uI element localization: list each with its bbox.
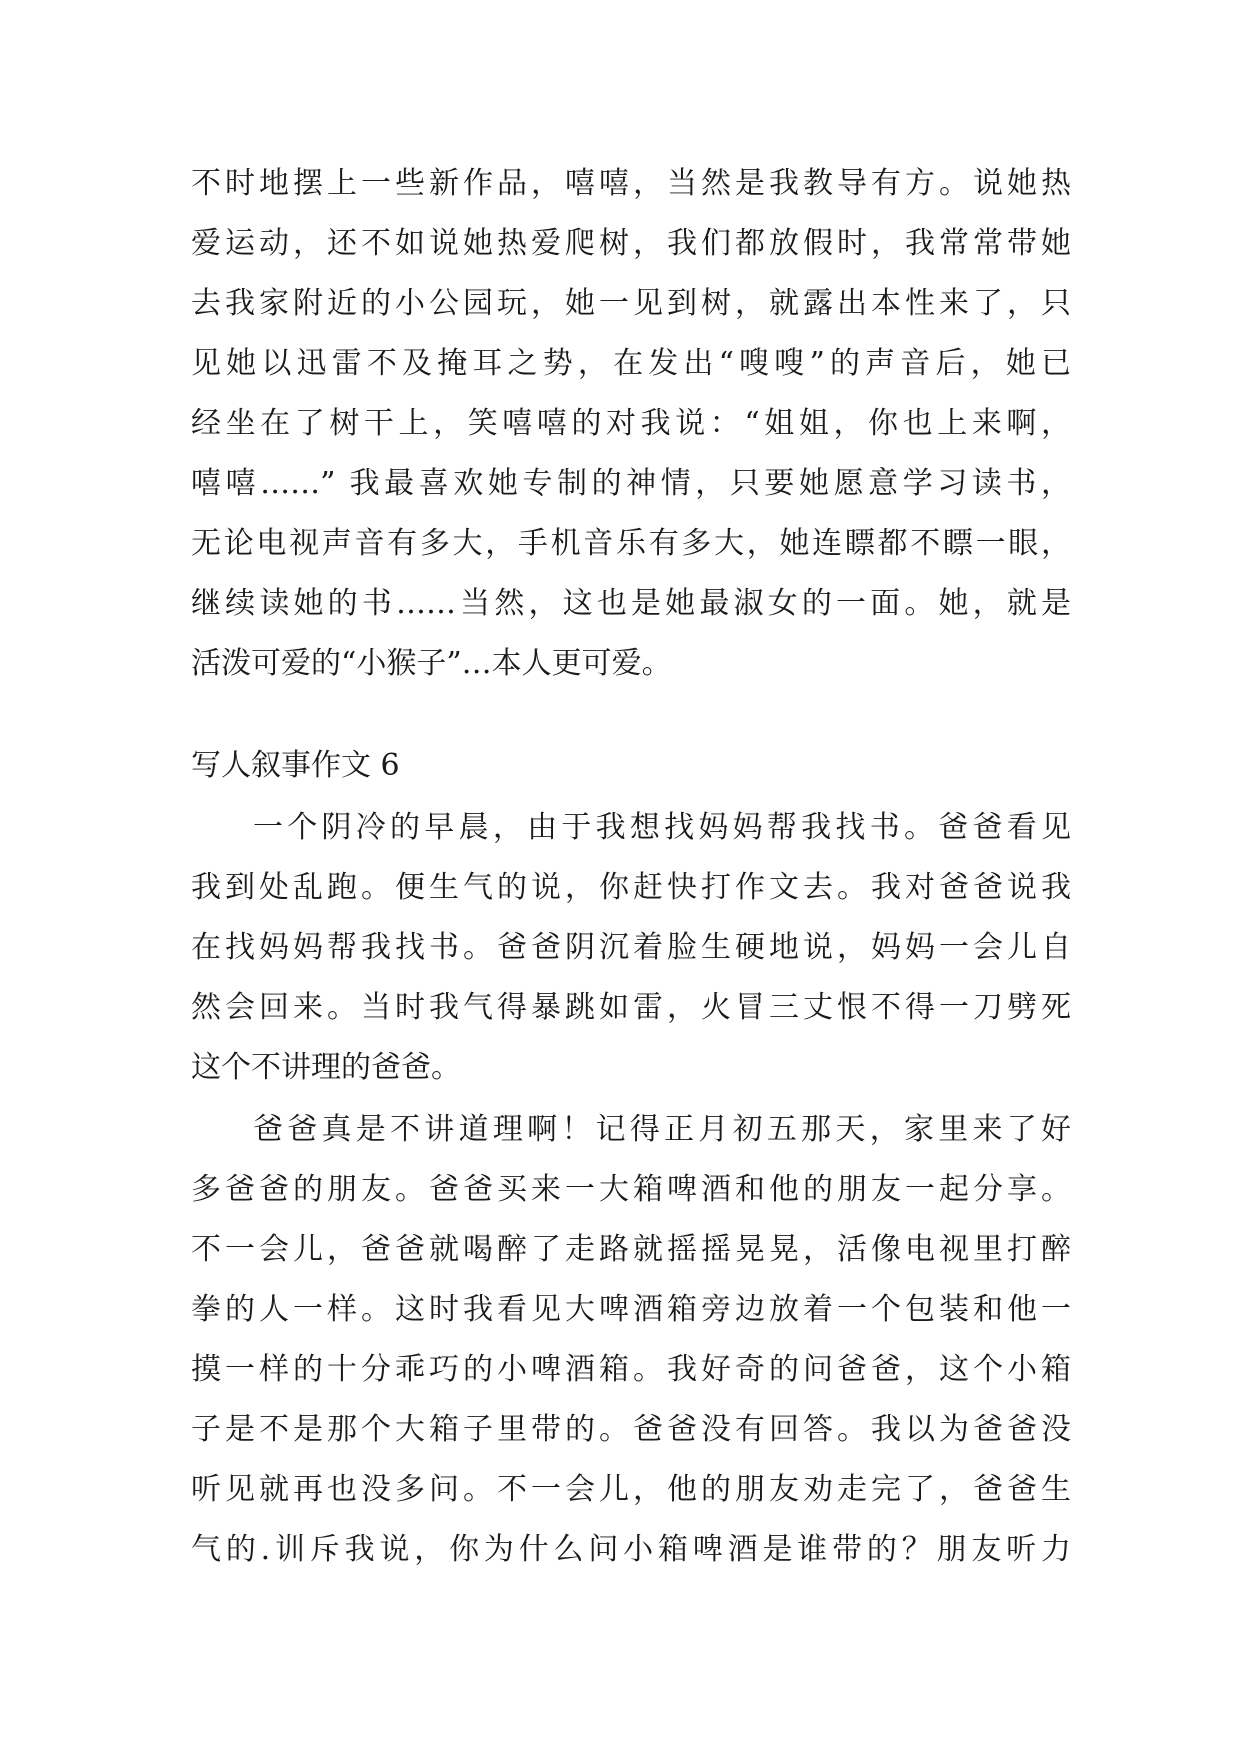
text-line: 经坐在了树干上，笑嘻嘻的对我说：“姐姐，你也上来啊，	[191, 406, 1071, 441]
text-line: 嘻嘻……” 我最喜欢她专制的神情，只要她愿意学习读书，	[191, 466, 1071, 501]
text-line: 不一会儿，爸爸就喝醉了走路就摇摇晃晃，活像电视里打醉	[191, 1232, 1071, 1267]
text-line: 爸爸真是不讲道理啊！记得正月初五那天，家里来了好	[253, 1112, 1071, 1147]
text-line: 摸一样的十分乖巧的小啤酒箱。我好奇的问爸爸，这个小箱	[191, 1352, 1071, 1387]
text-line: 子是不是那个大箱子里带的。爸爸没有回答。我以为爸爸没	[191, 1412, 1071, 1447]
text-line: 多爸爸的朋友。爸爸买来一大箱啤酒和他的朋友一起分享。	[191, 1172, 1071, 1207]
text-line: 爱运动，还不如说她热爱爬树，我们都放假时，我常常带她	[191, 226, 1071, 261]
text-line: 活泼可爱的“小猴子”…本人更可爱。	[191, 646, 672, 681]
text-line: 见她以迅雷不及掩耳之势，在发出“嗖嗖”的声音后，她已	[191, 346, 1071, 381]
text-line: 这个不讲理的爸爸。	[191, 1050, 461, 1085]
text-line: 无论电视声音有多大，手机音乐有多大，她连瞟都不瞟一眼，	[191, 526, 1071, 561]
text-line: 气的.训斥我说，你为什么问小箱啤酒是谁带的？朋友听力	[191, 1532, 1071, 1567]
text-line: 在找妈妈帮我找书。爸爸阴沉着脸生硬地说，妈妈一会儿自	[191, 930, 1071, 965]
text-line: 不时地摆上一些新作品，嘻嘻，当然是我教导有方。说她热	[191, 166, 1071, 201]
text-line: 去我家附近的小公园玩，她一见到树，就露出本性来了，只	[191, 286, 1071, 321]
text-line: 我到处乱跑。便生气的说，你赶快打作文去。我对爸爸说我	[191, 870, 1071, 905]
text-line: 然会回来。当时我气得暴跳如雷，火冒三丈恨不得一刀劈死	[191, 990, 1071, 1025]
text-line: 听见就再也没多问。不一会儿，他的朋友劝走完了，爸爸生	[191, 1472, 1071, 1507]
text-line: 一个阴冷的早晨，由于我想找妈妈帮我找书。爸爸看见	[253, 810, 1071, 845]
text-line: 拳的人一样。这时我看见大啤酒箱旁边放着一个包装和他一	[191, 1292, 1071, 1327]
text-line: 继续读她的书……当然，这也是她最淑女的一面。她，就是	[191, 586, 1071, 621]
section-title: 写人叙事作文 6	[191, 748, 400, 783]
